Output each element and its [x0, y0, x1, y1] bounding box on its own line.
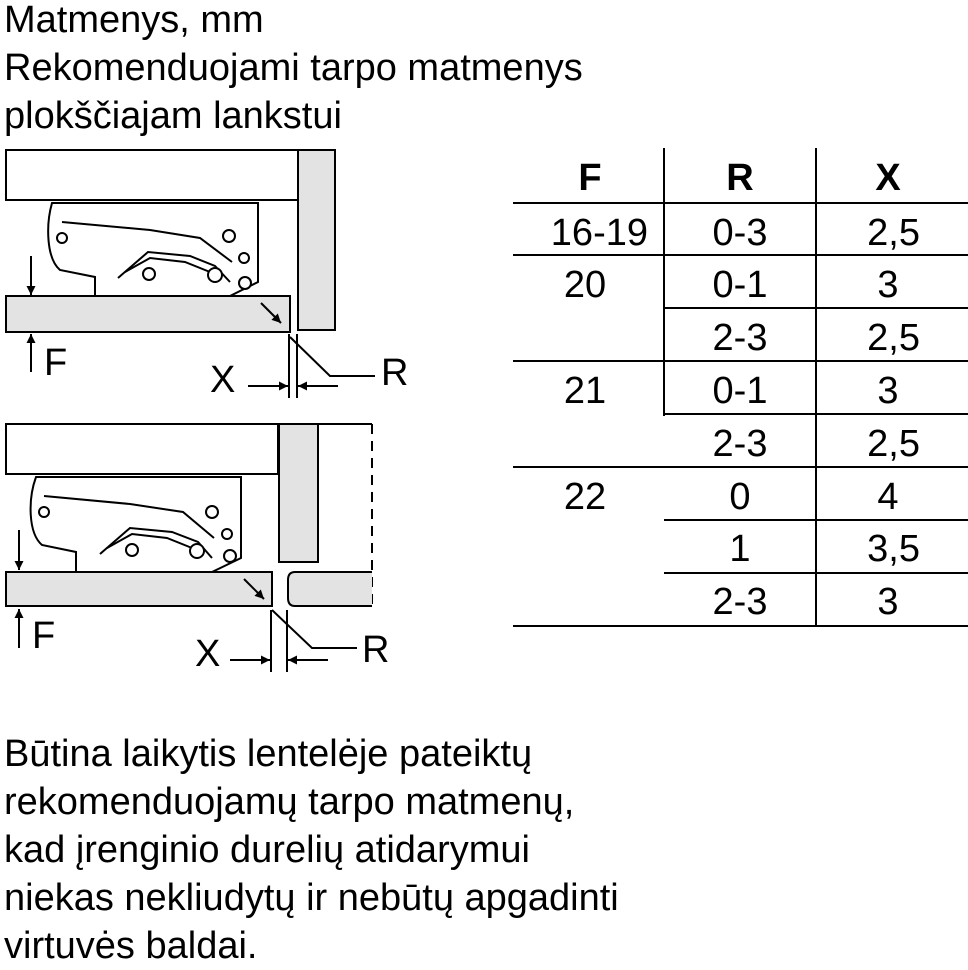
table-cell-r4-f: 21 [563, 370, 607, 412]
table-cell-r2-x: 3 [877, 264, 899, 306]
table-cell-r8-x: 3 [877, 581, 899, 623]
table-cell-r6-x: 4 [877, 476, 899, 518]
door-panel-top [6, 150, 299, 200]
label-f-bottom: F [32, 615, 56, 657]
table-cell-r5-x: 2,5 [867, 423, 920, 465]
table-cell-r5-r: 2-3 [712, 423, 768, 465]
heading-line-2: Rekomenduojami tarpo matmenys [4, 47, 583, 89]
footer-line-4: niekas nekliudytų ir nebūtų apgadinti [4, 877, 619, 919]
adjacent-panel-bottom [288, 572, 372, 606]
heading-line-3: plokščiajam lankstui [4, 95, 342, 137]
gap-dimensions-table [513, 148, 968, 627]
label-x-top: X [210, 359, 236, 401]
side-wall-top [298, 150, 335, 330]
table-cell-r7-r: 1 [729, 528, 751, 570]
r-leader-bottom [272, 610, 357, 648]
table-cell-r1-r: 0-3 [712, 212, 768, 254]
footer-note [4, 730, 619, 970]
cabinet-panel-bottom [6, 572, 272, 606]
table-cell-r3-x: 2,5 [867, 317, 920, 359]
table-cell-r2-f: 20 [563, 264, 607, 306]
side-wall-bottom [279, 424, 318, 562]
hinge-top [48, 203, 258, 296]
table-header-f: F [578, 157, 602, 199]
table-cell-r7-x: 3,5 [867, 528, 920, 570]
label-r-bottom: R [362, 629, 390, 671]
cabinet-panel-top [6, 296, 290, 332]
label-r-top: R [381, 352, 409, 394]
footer-line-5: virtuvės baldai. [4, 925, 258, 967]
table-cell-r8-r: 2-3 [712, 581, 768, 623]
table-cell-r1-f: 16-19 [550, 212, 648, 254]
door-panel-bottom [6, 424, 278, 474]
table-cell-r1-x: 2,5 [867, 212, 920, 254]
diagram-top [6, 150, 408, 401]
table-cell-r4-x: 3 [877, 370, 899, 412]
label-f-top: F [44, 342, 68, 384]
footer-line-1: Būtina laikytis lentelėje pateiktų [4, 733, 533, 775]
table-cell-r6-r: 0 [729, 476, 751, 518]
label-x-bottom: X [195, 633, 221, 675]
footer-line-3: kad įrenginio durelių atidarymui [4, 829, 530, 871]
table-header-x: X [875, 157, 901, 199]
hinge-bottom [31, 477, 241, 572]
table-cell-r2-r: 0-1 [712, 264, 768, 306]
heading-line-1: Matmenys, mm [4, 0, 264, 41]
footer-line-2: rekomenduojamų tarpo matmenų, [4, 781, 575, 823]
r-leader-top [290, 337, 375, 376]
table-header-r: R [726, 157, 754, 199]
table-cell-r6-f: 22 [563, 476, 607, 518]
table-cell-r4-r: 0-1 [712, 370, 768, 412]
table-cell-r3-r: 2-3 [712, 317, 768, 359]
diagram-bottom [6, 424, 389, 675]
